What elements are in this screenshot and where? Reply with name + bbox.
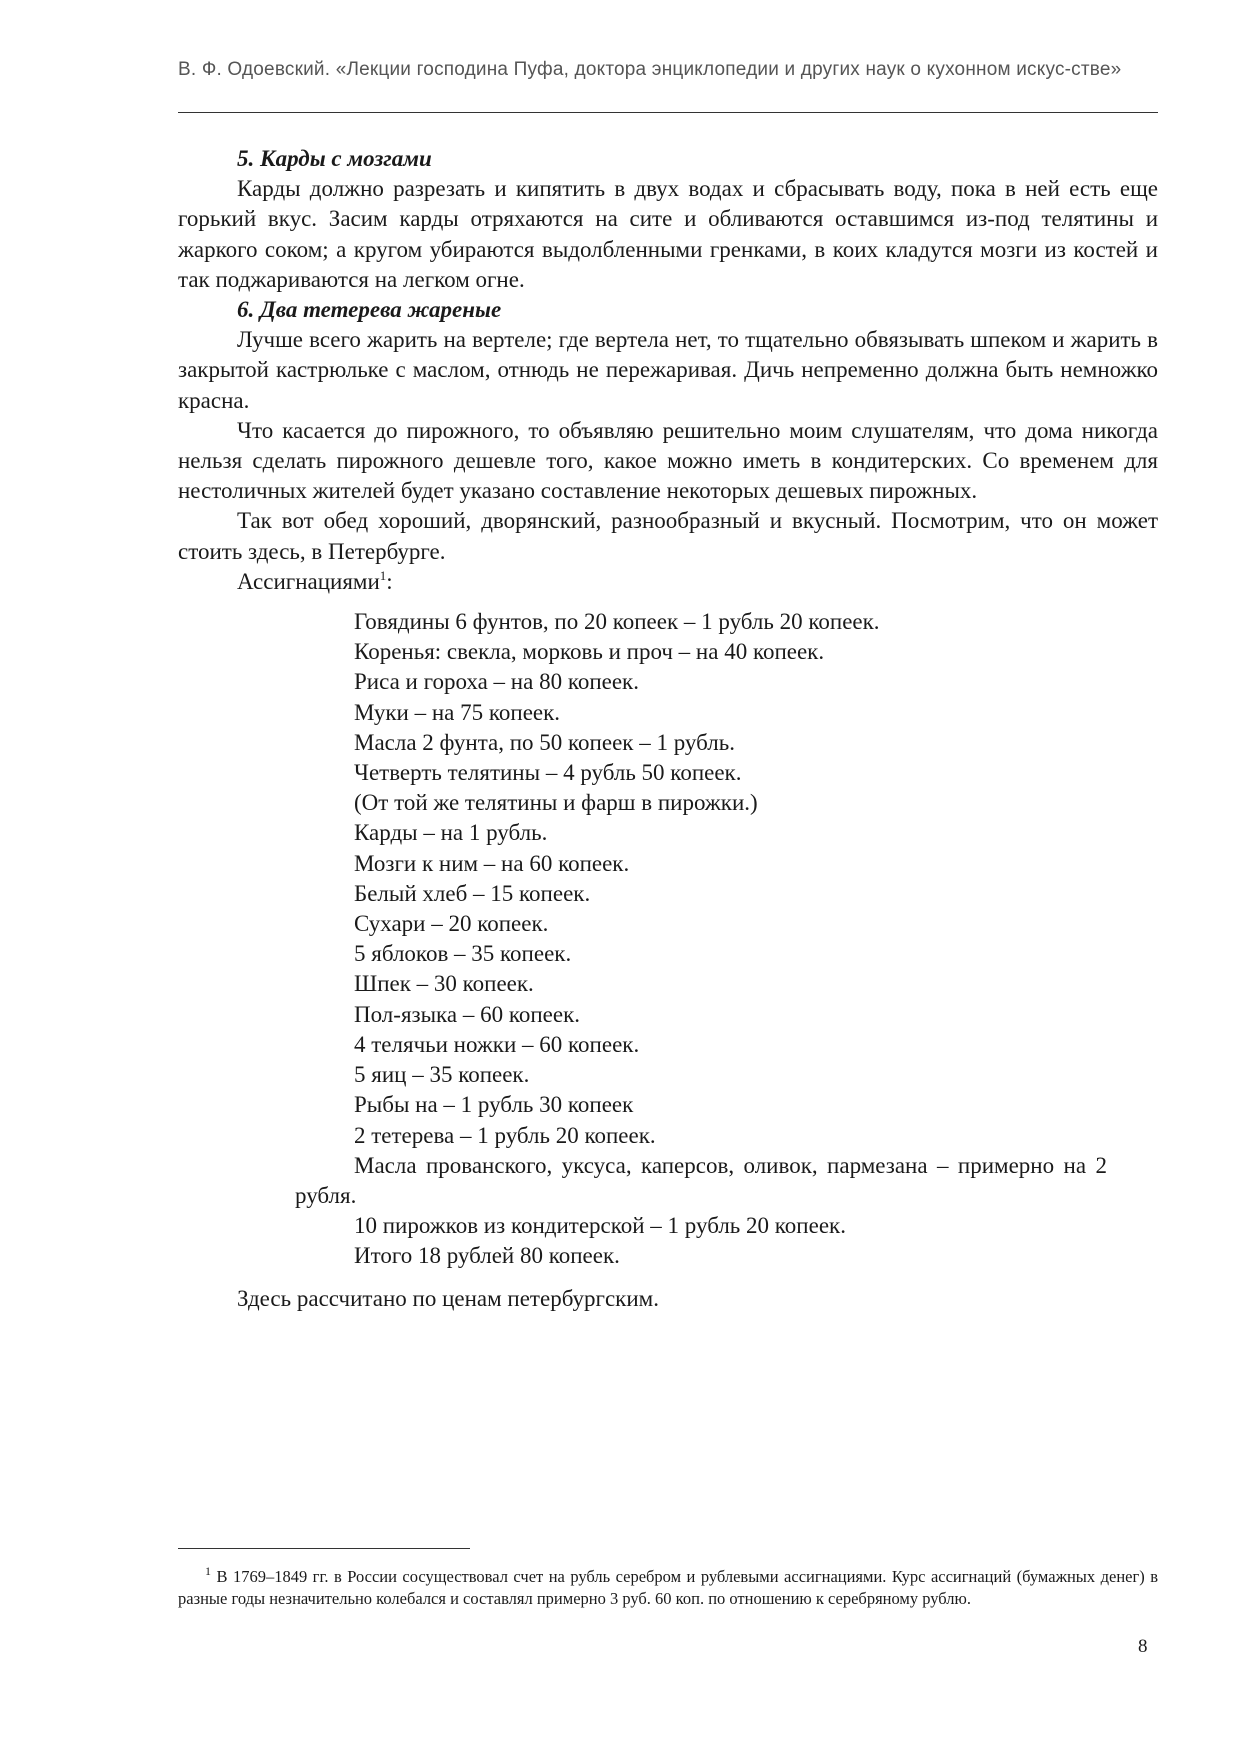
price-list-item: 4 телячьи ножки – 60 копеек. [354, 1031, 640, 1057]
running-header: В. Ф. Одоевский. «Лекции господина Пуфа, доктора энциклопедии и других наук о кухонном искус-стве» [178, 59, 1122, 80]
section-6-text: Лучше всего жарить на вертеле; где вертела нет, то тщательно обвязывать шпеком и жарить в закрытой кастрюльке с маслом, отнюдь не пережаривая. Дичь непременно должна быть немножко красна. [178, 327, 1158, 413]
assignats-line [237, 567, 1158, 597]
page-body [178, 144, 1158, 1314]
price-list-item: Муки – на 75 копеек. [354, 699, 561, 725]
footnote [178, 1566, 1158, 1610]
footnote-text: В 1769–1849 гг. в России сосуществовал счет на рубль серебром и рублевыми ассигнациями. Курс ассигнаций (бумажных денег) в разные годы незначительно колебался и составлял примерно 3 руб. 60 коп. по отношению к серебряному рублю. [178, 1567, 1158, 1608]
section-5-text: Карды должно разрезать и кипятить в двух водах и сбрасывать воду, пока в ней есть еще горький вкус. Засим карды отряхаются на сите и обливаются оставшимся из-под телятины и жаркого соком; а кругом убираются выдолбленными гренками, в коих кладутся мозги из костей и так поджариваются на легком огне. [178, 176, 1158, 292]
price-list-item: Мозги к ним – на 60 копеек. [354, 850, 630, 876]
assignats-colon: : [386, 568, 393, 594]
assignats-label: Ассигнациями [237, 568, 380, 594]
price-list-item: Рыбы на – 1 рубль 30 копеек [354, 1092, 634, 1118]
price-list-item: Пол-языка – 60 копеек. [354, 1001, 581, 1027]
price-list-item: Белый хлеб – 15 копеек. [354, 880, 591, 906]
price-list-item: Риса и гороха – на 80 копеек. [354, 669, 639, 695]
pastry-paragraph: Что касается до пирожного, то объявляю решительно моим слушателям, что дома никогда нельзя сделать пирожного дешевле того, какое можно иметь в кондитерских. Со временем для нестоличных жителей будет указано составление некоторых дешевых пирожных. [178, 417, 1158, 504]
closing-line: Здесь рассчитано по ценам петербургским. [237, 1285, 659, 1311]
price-list-total: Итого 18 рублей 80 копеек. [354, 1243, 620, 1269]
price-list-item: Карды – на 1 рубль. [354, 820, 548, 846]
price-list-item: 2 тетерева – 1 рубль 20 копеек. [354, 1122, 656, 1148]
footnote-reference[interactable]: 1 [379, 567, 387, 583]
price-list-item: Сухари – 20 копеек. [354, 911, 549, 937]
price-list-item: 10 пирожков из кондитерской – 1 рубль 20 копеек. [354, 1213, 846, 1239]
price-list-item: Шпек – 30 копеек. [354, 971, 534, 997]
header-divider [178, 112, 1158, 113]
footnote-divider [178, 1548, 470, 1549]
price-list-item: Говядины 6 фунтов, по 20 копеек – 1 рубль 20 копеек. [354, 609, 880, 635]
price-list-item: 5 яблоков – 35 копеек. [354, 941, 572, 967]
section-6-heading: 6. Два тетерева жареные [237, 297, 502, 323]
price-list-item: Четверть телятины – 4 рубль 50 копеек. [354, 760, 742, 786]
price-list-item: Масла прованского, уксуса, каперсов, оливок, пармезана – примерно на 2 рубля. [295, 1152, 1107, 1208]
dinner-paragraph: Так вот обед хороший, дворянский, разнообразный и вкусный. Посмотрим, что он может стоить здесь, в Петербурге. [178, 508, 1158, 564]
price-list-item: (От той же телятины и фарш в пирожки.) [354, 790, 758, 816]
price-list-item: Коренья: свекла, морковь и проч – на 40 копеек. [354, 639, 825, 665]
price-list [178, 607, 1158, 1271]
price-list-item: 5 яиц – 35 копеек. [354, 1062, 530, 1088]
section-5-heading: 5. Карды с мозгами [237, 146, 432, 171]
price-list-item: Масла 2 фунта, по 50 копеек – 1 рубль. [354, 729, 735, 755]
footnote-marker: 1 [205, 1564, 211, 1578]
page-number: 8 [1138, 1636, 1148, 1657]
